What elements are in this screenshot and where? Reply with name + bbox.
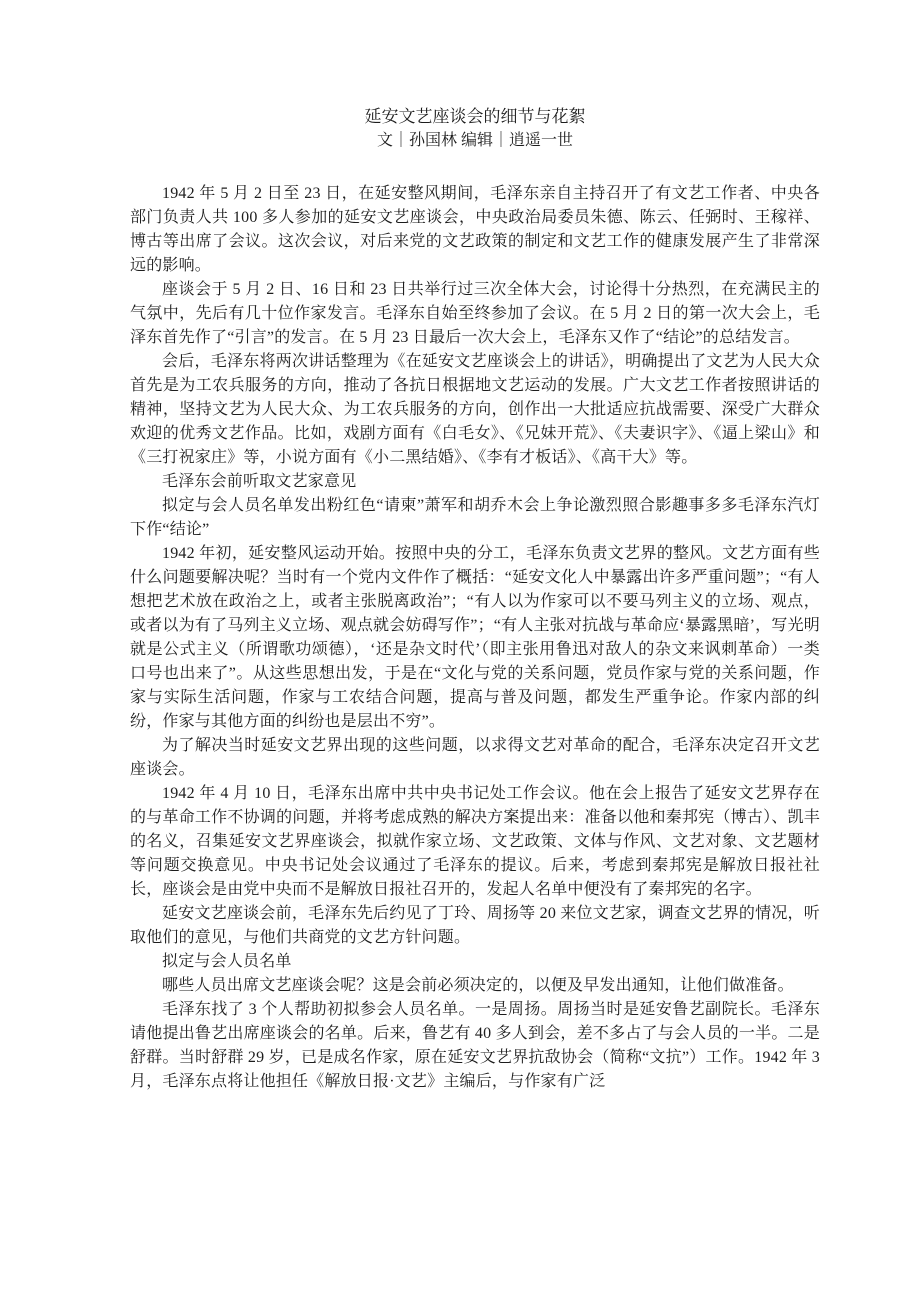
document-title: 延安文艺座谈会的细节与花絮	[364, 107, 586, 126]
article-paragraph-2: 座谈会于 5 月 2 日、16 日和 23 日共举行过三次全体大会，讨论得十分热烈，在充满民主的气氛中，先后有几十位作家发言。毛泽东自始至终参加了会议。在 5 月 2 日的第一次大会上，毛泽东首先作了“引言”的发言。在 5 月 23 日最后一次大会上，毛泽东又作了“结论”的总结发言。	[130, 281, 820, 346]
article-paragraph-11: 哪些人员出席文艺座谈会呢？这是会前必须决定的，以便及早发出通知，让他们做准备。	[162, 977, 794, 994]
article-paragraph-12: 毛泽东找了 3 个人帮助初拟参会人员名单。一是周扬。周扬当时是延安鲁艺副院长。毛泽东请他提出鲁艺出席座谈会的名单。后来，鲁艺有 40 多人到会，差不多占了与会人员的一半。二是舒群。当时舒群 29 岁，已是成名作家，原在延安文艺界抗敌协会（简称“文抗”）工作。1942 年 3 月，毛泽东点将让他担任《解放日报·文艺》主编后，与作家有广泛	[130, 1001, 820, 1090]
article-paragraph-1: 1942 年 5 月 2 日至 23 日，在延安整风期间，毛泽东亲自主持召开了有文艺工作者、中央各部门负责人共 100 多人参加的延安文艺座谈会，中央政治局委员朱德、陈云、任弼时、王稼祥、博古等出席了会议。这次会议，对后来党的文艺政策的制定和文艺工作的健康发展产生了非常深远的影响。	[130, 185, 820, 274]
article-body	[130, 182, 820, 1094]
article-paragraph-7: 为了解决当时延安文艺界出现的这些问题，以求得文艺对革命的配合，毛泽东决定召开文艺座谈会。	[130, 737, 820, 778]
article-paragraph-10: 拟定与会人员名单	[162, 953, 292, 970]
article-paragraph-6: 1942 年初，延安整风运动开始。按照中央的分工，毛泽东负责文艺界的整风。文艺方面有些什么问题要解决呢？当时有一个党内文件作了概括：“延安文化人中暴露出许多严重问题”；“有人想把艺术放在政治之上，或者主张脱离政治”；“有人以为作家可以不要马列主义的立场、观点，或者以为有了马列主义立场、观点就会妨碍写作”；“有人主张对抗战与革命应‘暴露黑暗’，写光明就是公式主义（所谓歌功颂德），‘还是杂文时代’（即主张用鲁迅对敌人的杂文来讽刺革命）一类口号也出来了”。从这些思想出发，于是在“文化与党的关系问题，党员作家与党的关系问题，作家与实际生活问题，作家与工农结合问题，提高与普及问题，都发生严重争论。作家内部的纠纷，作家与其他方面的纠纷也是层出不穷”。	[130, 545, 820, 730]
article-paragraph-3: 会后，毛泽东将两次讲话整理为《在延安文艺座谈会上的讲话》，明确提出了文艺为人民大众首先是为工农兵服务的方向，推动了各抗日根据地文艺运动的发展。广大文艺工作者按照讲话的精神，坚持文艺为人民大众、为工农兵服务的方向，创作出一大批适应抗战需要、深受广大群众欢迎的优秀文艺作品。比如，戏剧方面有《白毛女》、《兄妹开荒》、《夫妻识字》、《逼上梁山》和《三打祝家庄》等，小说方面有《小二黑结婚》、《李有才板话》、《高干大》等。	[130, 353, 820, 466]
article-paragraph-8: 1942 年 4 月 10 日，毛泽东出席中共中央书记处工作会议。他在会上报告了延安文艺界存在的与革命工作不协调的问题，并将考虑成熟的解决方案提出来：准备以他和秦邦宪（博古）、凯丰的名义，召集延安文艺界座谈会，拟就作家立场、文艺政策、文体与作风、文艺对象、文艺题材等问题交换意见。中央书记处会议通过了毛泽东的提议。后来，考虑到秦邦宪是解放日报社社长，座谈会是由党中央而不是解放日报社召开的，发起人名单中便没有了秦邦宪的名字。	[130, 785, 820, 898]
byline: 文｜孙国林 编辑｜逍遥一世	[376, 132, 573, 149]
article-paragraph-9: 延安文艺座谈会前，毛泽东先后约见了丁玲、周扬等 20 来位文艺家，调查文艺界的情况，听取他们的意见，与他们共商党的文艺方针问题。	[130, 905, 820, 946]
article-paragraph-4: 毛泽东会前听取文艺家意见	[162, 473, 357, 490]
article-paragraph-5: 拟定与会人员名单发出粉红色“请柬”萧军和胡乔木会上争论激烈照合影趣事多多毛泽东汽灯下作“结论”	[130, 497, 820, 538]
document-content	[130, 105, 820, 1094]
